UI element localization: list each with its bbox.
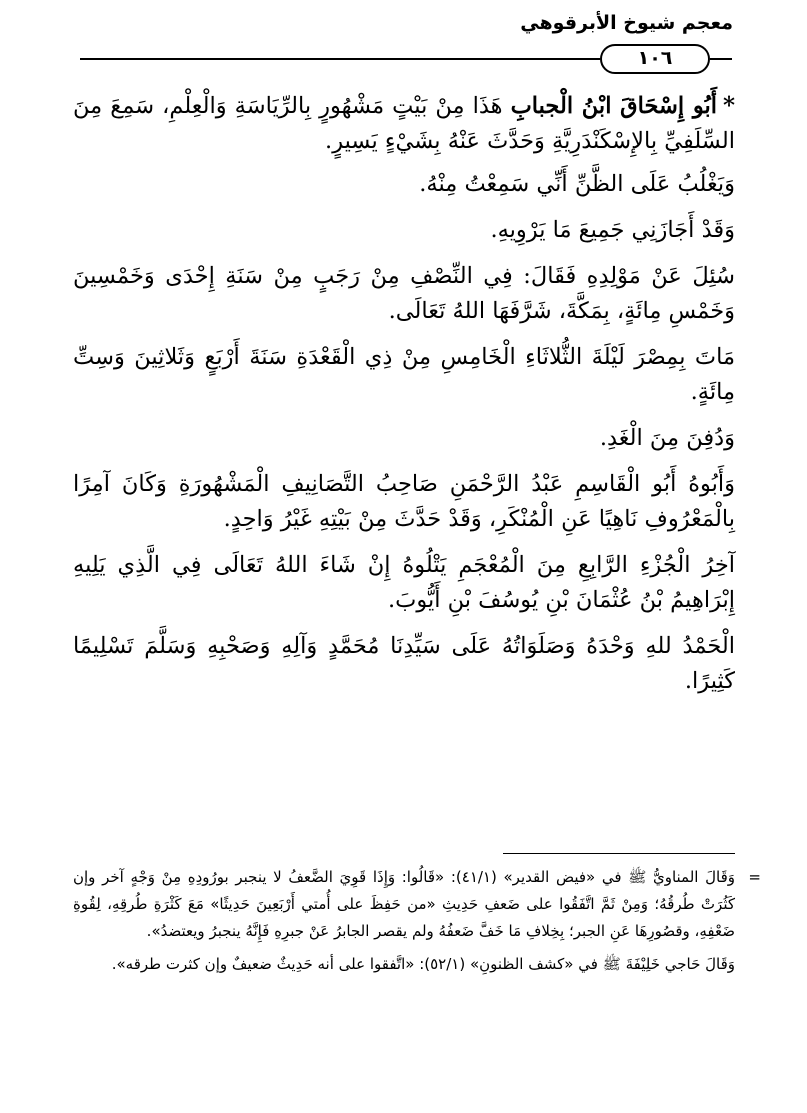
entry-paragraph-4: سُئِلَ عَنْ مَوْلِدِهِ فَقَالَ: فِي النِّصْفِ مِنْ رَجَبٍ مِنْ سَنَةِ إِحْدَى وَخَمْسِينَ وَخَمْسِ مِائَةٍ، بِمَكَّةَ، شَرَّفَهَا اللهُ تَعَالَى. (73, 263, 735, 324)
entry-paragraph-1-text: هَذَا مِنْ بَيْتٍ مَشْهُورٍ بِالرِّيَاسَةِ وَالْعِلْمِ، سَمِعَ مِنَ السِّلَفِيِّ بِالإِسْكَنْدَرِيَّةِ وَحَدَّثَ عَنْهُ بِشَيْءٍ يَسِيرٍ. (73, 93, 735, 154)
footnote-1 (73, 864, 761, 945)
running-title: معجم شيوخ الأبرقوهي (520, 12, 733, 34)
header-rule-end (710, 58, 732, 60)
entry-paragraph-9: الْحَمْدُ للهِ وَحْدَهُ وَصَلَوَاتُهُ عَلَى سَيِّدِنَا مُحَمَّدٍ وَآلِهِ وَصَحْبِهِ وَسَلَّمَ تَسْلِيمًا كَثِيرًا. (73, 633, 735, 694)
entry-paragraph-8: آخِرُ الْجُزْءِ الرَّابِعِ مِنَ الْمُعْجَمِ يَتْلُوهُ إِنْ شَاءَ اللهُ تَعَالَى فِي الَّذِي يَلِيهِ إِبْرَاهِيمُ بْنُ عُثْمَانَ بْنِ يُوسُفَ بْنِ أَيُّوبَ. (73, 552, 735, 613)
entry-paragraph-3: وَقَدْ أَجَازَنِي جَمِيعَ مَا يَرْوِيهِ. (490, 217, 735, 243)
entry-marker: * (722, 92, 736, 119)
main-text (73, 88, 735, 710)
footnote-continuation-mark: = (748, 868, 761, 886)
footnotes (73, 864, 761, 984)
entry-paragraph-6: وَدُفِنَ مِنَ الْغَدِ. (599, 425, 735, 451)
header-rule (80, 58, 600, 60)
page-number: ١٠٦ (600, 44, 710, 74)
entry-paragraph-5: مَاتَ بِمِصْرَ لَيْلَةَ الثُّلاثَاءِ الْخَامِسِ مِنْ ذِي الْقَعْدَةِ سَنَةَ أَرْبَعٍ وَثَلاثِينَ وَسِتِّ مِائَةٍ. (73, 344, 735, 405)
entry-paragraph-1 (73, 88, 735, 159)
footnote-rule (503, 853, 735, 854)
footnote-1-text: وَقَالَ المناويُّ ﷺ في «فيض القدير» (٤١/١): «قَالُوا: وَإِذَا قَوِيَ الضَّعفُ لا ينجبر بورُودِهِ مِنْ وَجْهٍ آخر وإن كَثُرَتْ طُرقُهُ؛ وَمِنْ ثَمَّ اتَّفَقُوا على ضَعفِ حَدِيثِ «من حَفِظَ على أُمتي أَرْبَعِينَ حَدِيثًا» مَعَ كَثْرَةِ طُرقِهِ، لِقُوةِ ضَعْفِهِ، وقصُورِهَا عَنِ الجبر؛ بِخِلافِ مَا خَفَّ ضَعفُهُ ولم يقصر الجابرُ عَنْ جبرِهِ فَإِنَّهُ ينجبرُ ويعتضدُ». (73, 868, 735, 940)
entry-paragraph-7: وَأَبُوهُ أَبُو الْقَاسِمِ عَبْدُ الرَّحْمَنِ صَاحِبُ التَّصَانِيفِ الْمَشْهُورَةِ وَكَانَ آمِرًا بِالْمَعْرُوفِ نَاهِيًا عَنِ الْمُنْكَرِ، وَقَدْ حَدَّثَ مِنْ بَيْتِهِ غَيْرُ وَاحِدٍ. (73, 471, 735, 532)
entry-paragraph-2: وَيَغْلُبُ عَلَى الظَّنِّ أَنِّي سَمِعْتُ مِنْهُ. (419, 171, 735, 197)
footnote-2: وَقَالَ حَاجي خَلِيْفَةَ ﷺ في «كشف الظنونِ» (٥٢/١): «اتَّفقوا على أنه حَدِيثٌ ضعيفٌ وإن كثرت طرقه». (111, 955, 735, 973)
entry-name: أَبُو إِسْحَاقَ ابْنُ الْجبابِ (510, 93, 717, 119)
